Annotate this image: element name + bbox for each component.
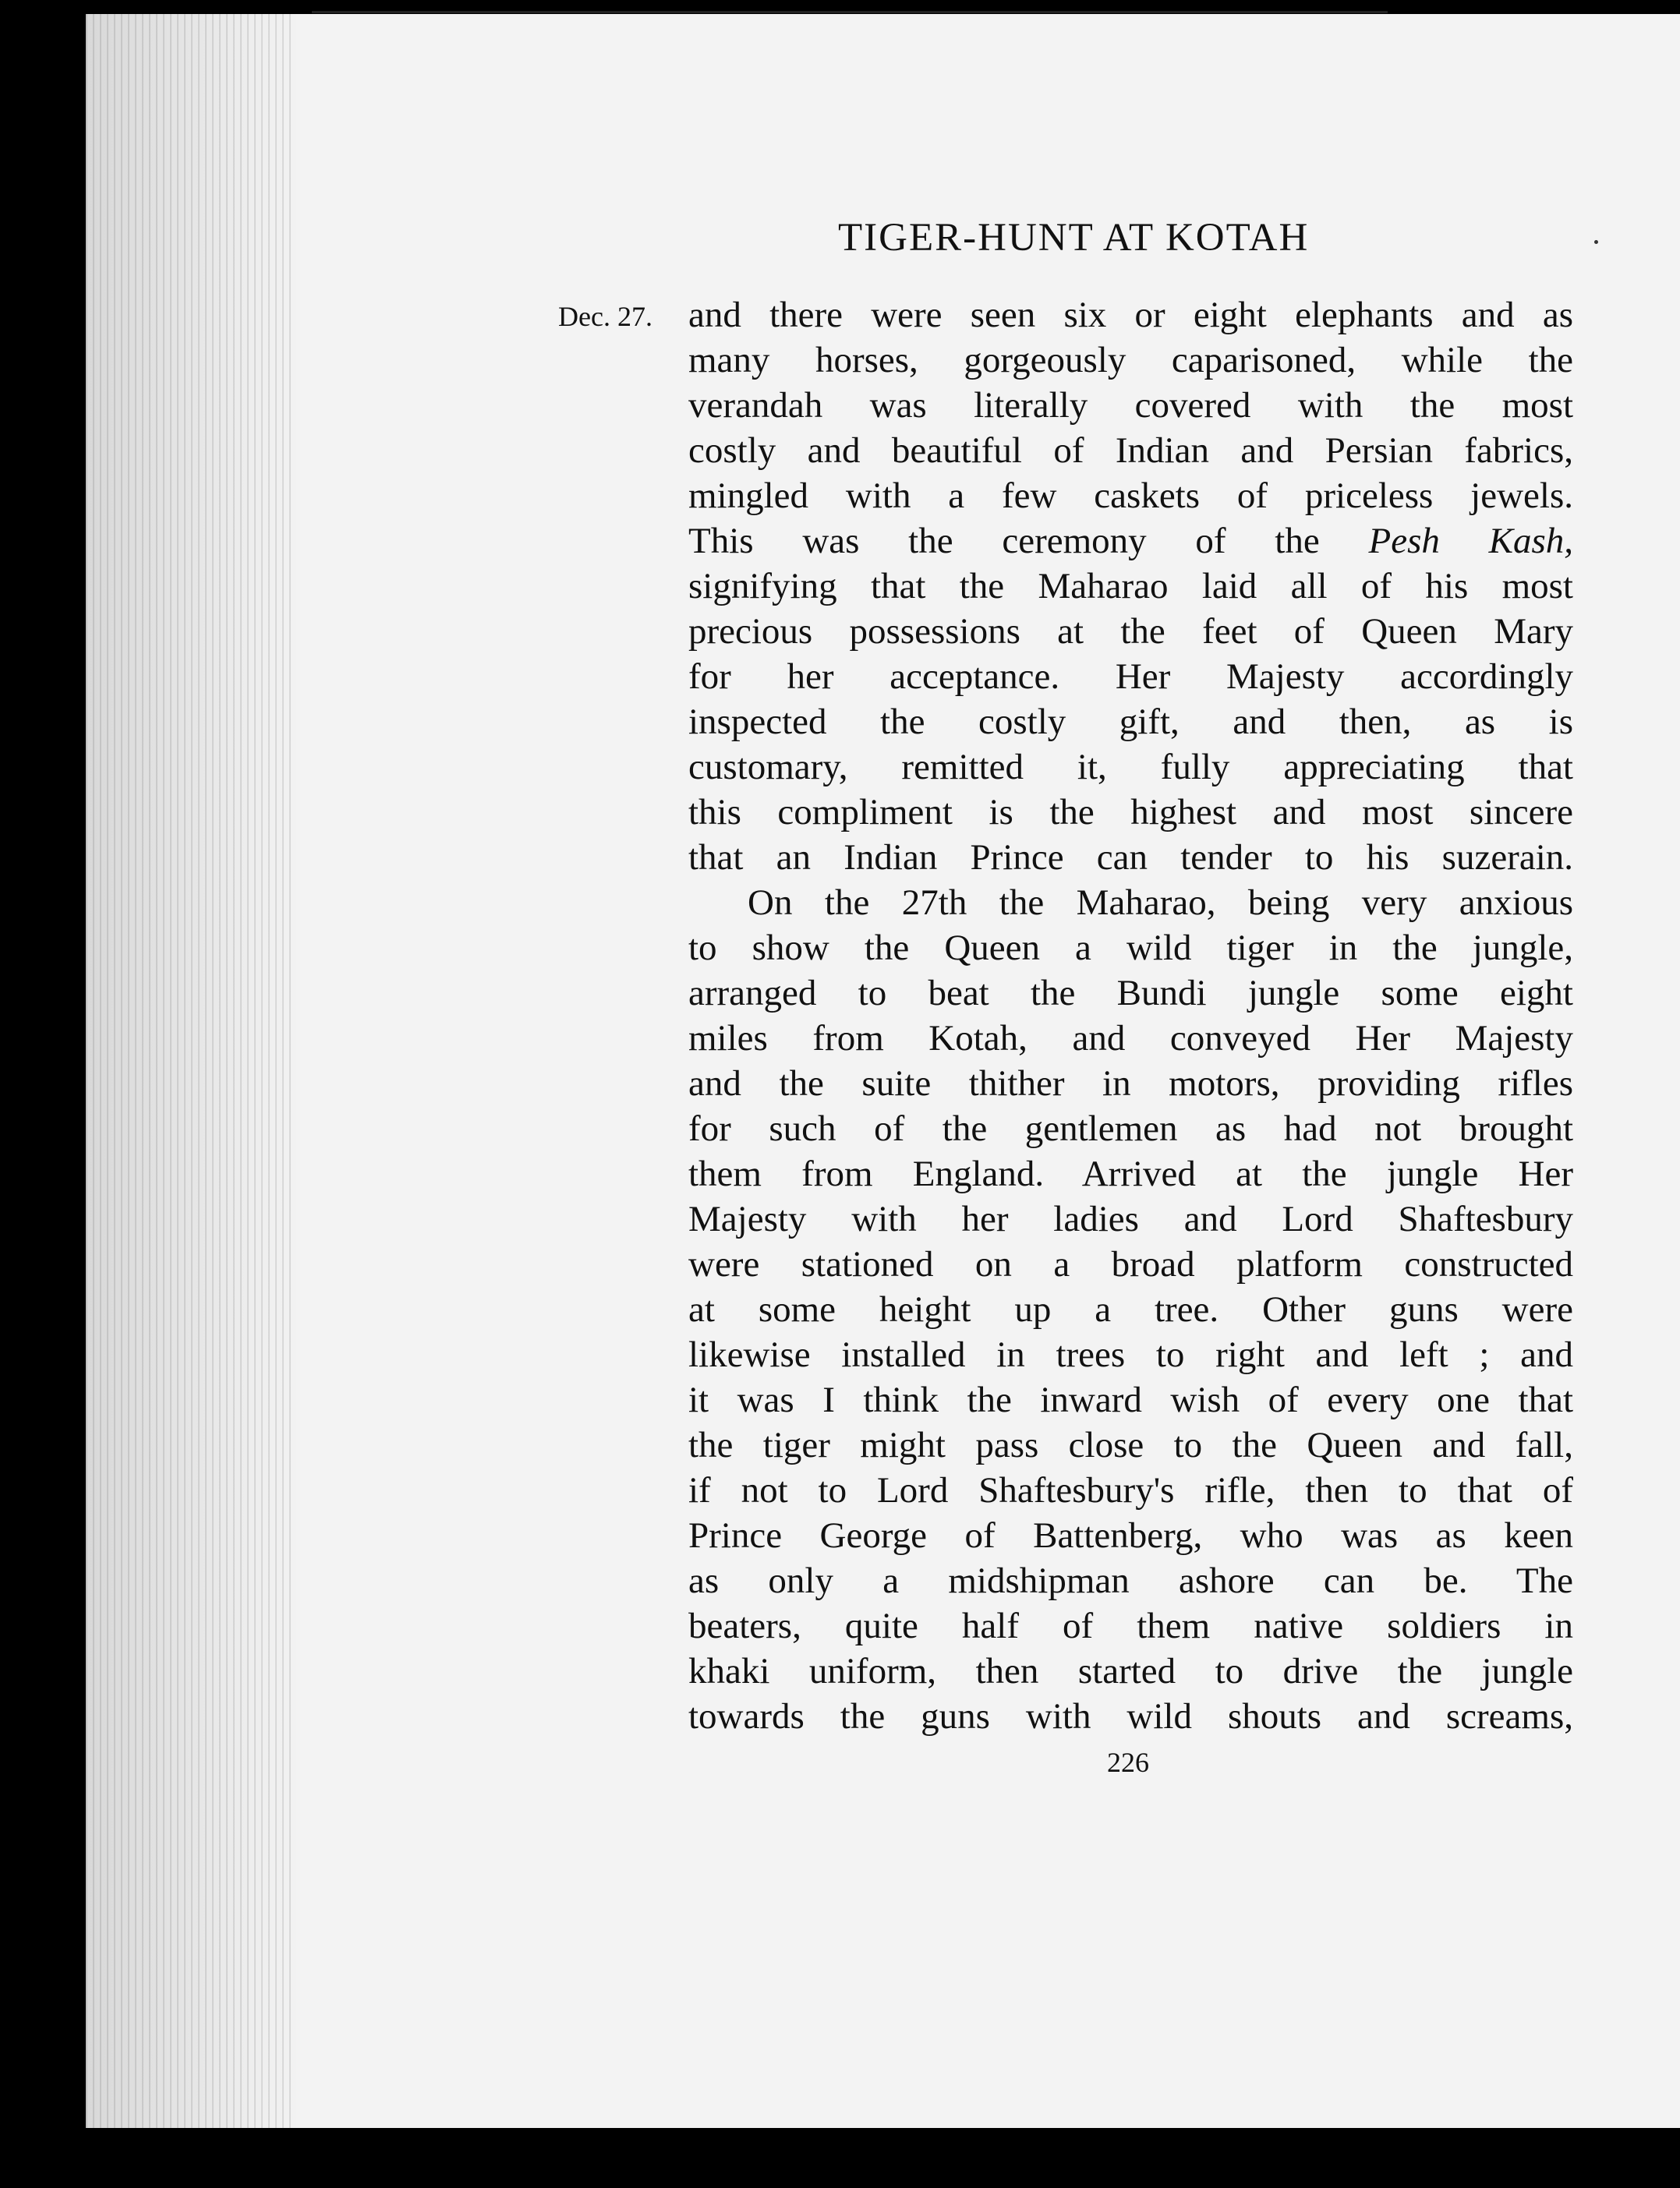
text-line: likewise installed in trees to right and left ; and <box>688 1334 1573 1375</box>
text-line: that an Indian Prince can tender to his suzerain. <box>688 837 1573 878</box>
text-line: khaki uniform, then started to drive the jungle <box>688 1651 1573 1691</box>
text-line: Prince George of Battenberg, who was as keen <box>688 1515 1573 1556</box>
margin-speck <box>1594 240 1598 244</box>
text-line: were stationed on a broad platform constructed <box>688 1244 1573 1285</box>
text-line: it was I think the inward wish of every one that <box>688 1380 1573 1420</box>
text-line: the tiger might pass close to the Queen and fall, <box>688 1425 1573 1465</box>
text-line: beaters, quite half of them native soldiers in <box>688 1606 1573 1646</box>
text-line: costly and beautiful of Indian and Persian fabrics, <box>688 430 1573 471</box>
text-line: as only a midshipman ashore can be. The <box>688 1561 1573 1601</box>
text-line: arranged to beat the Bundi jungle some eight <box>688 973 1573 1013</box>
text-line: Majesty with her ladies and Lord Shaftesbury <box>688 1199 1573 1239</box>
text-line: towards the guns with wild shouts and screams, <box>688 1696 1573 1737</box>
text-line-with-italic: This was the ceremony of the Pesh Kash, <box>688 521 1573 561</box>
text-line: customary, remitted it, fully appreciating that <box>688 747 1573 787</box>
page-number: 226 <box>1107 1747 1149 1778</box>
text-line: many horses, gorgeously caparisoned, while the <box>688 340 1573 380</box>
text-line: for her acceptance. Her Majesty accordingly <box>688 656 1573 697</box>
text-line: at some height up a tree. Other guns were <box>688 1289 1573 1330</box>
text-line: precious possessions at the feet of Queen Mary <box>688 611 1573 652</box>
text-line: and the suite thither in motors, providing rifles <box>688 1063 1573 1104</box>
text-line: for such of the gentlemen as had not brought <box>688 1108 1573 1149</box>
text-line: inspected the costly gift, and then, as is <box>688 702 1573 742</box>
text-line: to show the Queen a wild tiger in the jungle, <box>688 928 1573 968</box>
body-text <box>688 292 1573 1739</box>
paragraph-start-line: On the 27th the Maharao, being very anxious <box>748 882 1573 923</box>
text-line: if not to Lord Shaftesbury's rifle, then to that of <box>688 1470 1573 1511</box>
text-line: mingled with a few caskets of priceless jewels. <box>688 475 1573 516</box>
text-line: this compliment is the highest and most sincere <box>688 792 1573 832</box>
margin-date-note: Dec. 27. <box>558 301 653 332</box>
text-line: and there were seen six or eight elephants and as <box>688 295 1573 335</box>
text-line: them from England. Arrived at the jungle Her <box>688 1154 1573 1194</box>
page-edges <box>86 14 296 2128</box>
running-head: TIGER-HUNT AT KOTAH <box>838 216 1310 260</box>
text-line: signifying that the Maharao laid all of his most <box>688 566 1573 606</box>
text-line: miles from Kotah, and conveyed Her Majesty <box>688 1018 1573 1059</box>
top-edge-rule <box>312 11 1388 13</box>
text-line: verandah was literally covered with the most <box>688 385 1573 426</box>
italic-term: Pesh Kash, <box>1368 521 1573 561</box>
